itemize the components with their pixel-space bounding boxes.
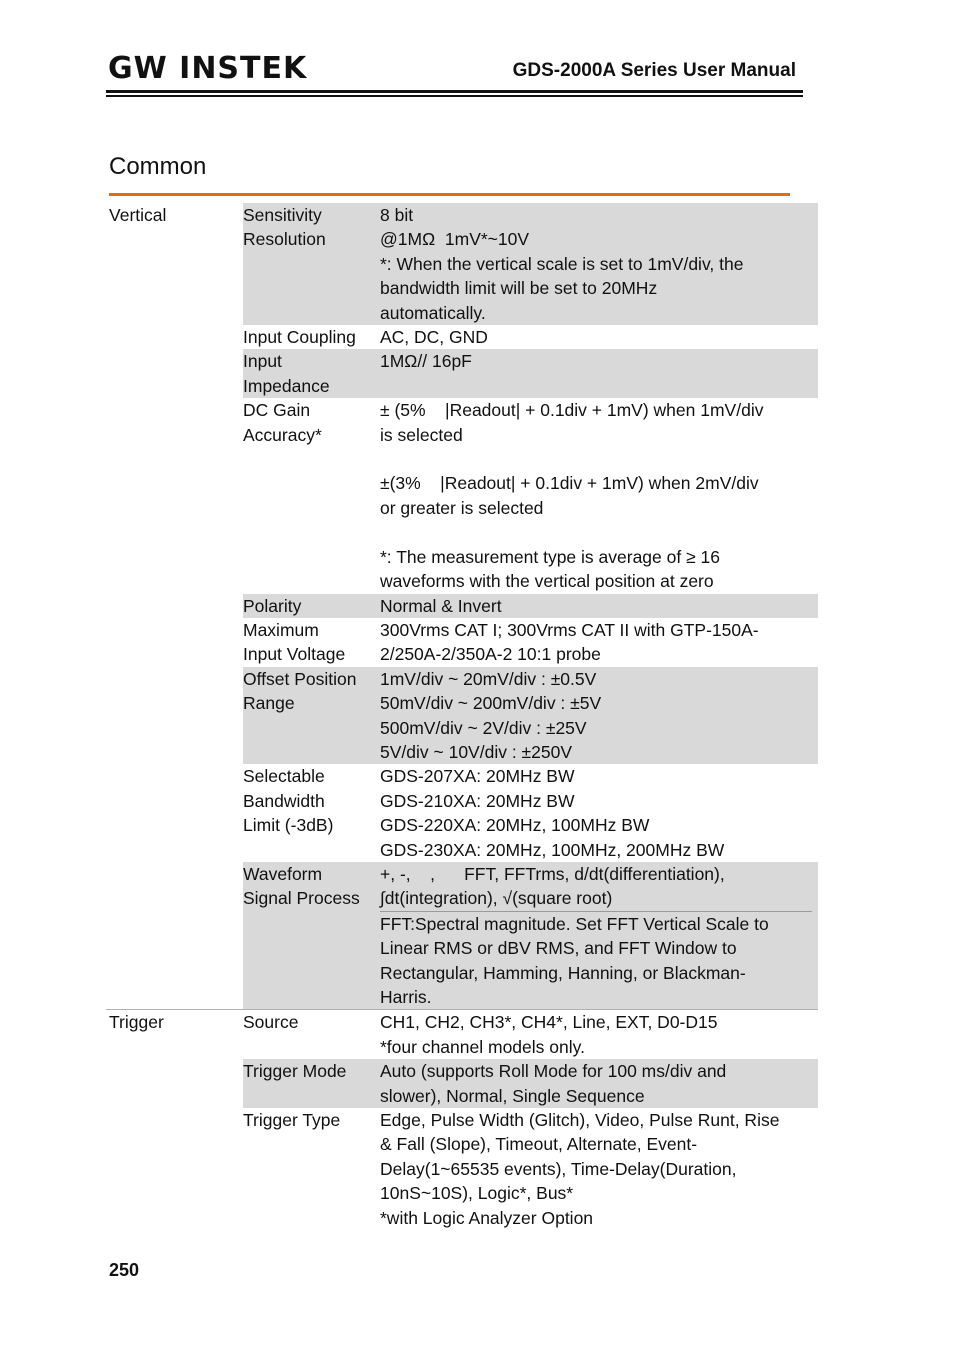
- spec-label-line: Polarity: [243, 595, 302, 616]
- spec-label-line: Range: [243, 693, 295, 714]
- spec-value-line: & Fall (Slope), Timeout, Alternate, Event-: [380, 1134, 698, 1155]
- spec-value-block: [380, 349, 812, 398]
- spec-value-block: [380, 764, 812, 862]
- spec-value-line: 500mV/div ~ 2V/div : ±25V: [380, 717, 587, 738]
- spec-group-vertical: [106, 203, 818, 1009]
- spec-row: [243, 862, 818, 1009]
- section-title: Common: [109, 153, 207, 180]
- spec-label: [243, 203, 380, 325]
- spec-row: [243, 1059, 818, 1108]
- spec-row: [243, 203, 818, 325]
- spec-table: [106, 203, 818, 1230]
- spec-value-block: [380, 1108, 812, 1230]
- spec-value-block: [380, 862, 812, 911]
- spec-value: [380, 1059, 818, 1108]
- spec-value-block: [380, 1059, 812, 1108]
- spec-value-line: 1mV/div ~ 20mV/div : ±0.5V: [380, 668, 597, 689]
- spec-value-line: 2/250A-2/350A-2 10:1 probe: [380, 644, 601, 665]
- spec-value-line: 10nS~10S), Logic*, Bus*: [380, 1183, 574, 1204]
- spec-value: [380, 1010, 818, 1059]
- spec-label: [243, 349, 380, 398]
- spec-value-line: slower), Normal, Single Sequence: [380, 1085, 645, 1106]
- spec-value-line: *four channel models only.: [380, 1036, 585, 1057]
- spec-value-line: 300Vrms CAT I; 300Vrms CAT II with GTP-150A-: [380, 619, 759, 640]
- spec-label: [243, 1059, 380, 1108]
- spec-value-line: Rectangular, Hamming, Hanning, or Blackman-: [380, 962, 746, 983]
- spec-value-block: [380, 618, 812, 667]
- spec-row: [243, 1108, 818, 1230]
- spec-label-line: Sensitivity: [243, 205, 322, 225]
- spec-label-line: Bandwidth: [243, 790, 325, 811]
- spec-label: [243, 1010, 380, 1059]
- spec-value-line: [380, 374, 812, 398]
- section-rule: [109, 193, 790, 196]
- spec-row: [243, 764, 818, 862]
- spec-value-block: [380, 594, 812, 618]
- spec-value-line: GDS-230XA: 20MHz, 100MHz, 200MHz BW: [380, 839, 725, 860]
- spec-row: [243, 1010, 818, 1059]
- spec-value-line: *: The measurement type is average of ≥ 16: [380, 546, 721, 567]
- spec-value-line: ± (5% |Readout| + 0.1div + 1mV) when 1mV/div: [380, 400, 764, 421]
- spec-label-line: Offset Position: [243, 668, 357, 689]
- spec-label-line: Input Coupling: [243, 327, 356, 348]
- spec-value-block: [380, 398, 812, 593]
- spec-value-line: AC, DC, GND: [380, 327, 488, 348]
- spec-value-line: *with Logic Analyzer Option: [380, 1207, 594, 1228]
- spec-row: [243, 667, 818, 765]
- spec-row: [243, 349, 818, 398]
- spec-value-line: 1MΩ// 16pF: [380, 351, 472, 372]
- spec-label-line: Selectable: [243, 766, 325, 787]
- spec-value-line: Normal & Invert: [380, 595, 502, 616]
- spec-value-block: [380, 325, 812, 349]
- gw-instek-logo: GW INSTEK: [108, 51, 308, 86]
- header-rule: [106, 90, 803, 93]
- spec-label: [243, 594, 380, 618]
- spec-label-line: Input Voltage: [243, 644, 346, 665]
- spec-value-line: FFT:Spectral magnitude. Set FFT Vertical Scale to: [380, 913, 769, 934]
- spec-value: [380, 325, 818, 349]
- spec-label-line: Trigger Mode: [243, 1061, 347, 1082]
- spec-value: [380, 203, 818, 325]
- spec-value-line: GDS-210XA: 20MHz BW: [380, 790, 575, 811]
- spec-label: [243, 764, 380, 862]
- spec-value-line: GDS-207XA: 20MHz BW: [380, 766, 575, 787]
- page-number: 250: [109, 1260, 140, 1280]
- spec-value-line: Auto (supports Roll Mode for 100 ms/div and: [380, 1061, 727, 1082]
- spec-value-line: @1MΩ 1mV*~10V: [380, 229, 530, 250]
- spec-value: [380, 764, 818, 862]
- spec-label: [243, 325, 380, 349]
- spec-label-line: Impedance: [243, 375, 330, 396]
- spec-label-line: Maximum: [243, 619, 319, 640]
- header-rule-secondary: [106, 95, 803, 97]
- spec-value-block: [380, 911, 812, 1010]
- spec-value-line: automatically.: [380, 302, 486, 323]
- spec-row: [243, 618, 818, 667]
- spec-label-line: DC Gain: [243, 400, 311, 421]
- spec-value-line: ±(3% |Readout| + 0.1div + 1mV) when 2mV/div: [380, 473, 759, 494]
- spec-value-line: ∫dt(integration), √(square root): [380, 888, 613, 909]
- spec-value-line: or greater is selected: [380, 497, 544, 518]
- manual-title: GDS-2000A Series User Manual: [512, 60, 796, 81]
- spec-value-line: GDS-220XA: 20MHz, 100MHz BW: [380, 815, 650, 836]
- spec-label-line: Signal Process: [243, 888, 360, 909]
- spec-value-line: 8 bit: [380, 205, 414, 225]
- spec-label: [243, 862, 380, 1009]
- spec-value: [380, 1108, 818, 1230]
- spec-label-line: Accuracy*: [243, 424, 322, 445]
- group-name: Vertical: [109, 205, 167, 225]
- spec-value-line: 50mV/div ~ 200mV/div : ±5V: [380, 693, 602, 714]
- spec-value-line: 5V/div ~ 10V/div : ±250V: [380, 741, 573, 762]
- spec-value-line: *: When the vertical scale is set to 1mV/div, the: [380, 253, 744, 274]
- spec-label-line: Source: [243, 1012, 299, 1033]
- spec-label: [243, 667, 380, 765]
- spec-label: [243, 1108, 380, 1230]
- spec-value-line: CH1, CH2, CH3*, CH4*, Line, EXT, D0-D15: [380, 1012, 718, 1033]
- spec-group-trigger: [106, 1009, 818, 1230]
- spec-value-line: is selected: [380, 424, 463, 445]
- spec-value-block: [380, 667, 812, 765]
- spec-value-line: +, -, , FFT, FFTrms, d/dt(differentiation),: [380, 863, 725, 884]
- spec-value-line: waveforms with the vertical position at zero: [380, 571, 714, 592]
- spec-label: [243, 398, 380, 593]
- group-name: Trigger: [109, 1012, 164, 1033]
- spec-value: [380, 862, 818, 1009]
- spec-value: [380, 594, 818, 618]
- spec-value-block: [380, 203, 812, 325]
- spec-value-line: [380, 520, 812, 544]
- spec-value: [380, 349, 818, 398]
- spec-value: [380, 618, 818, 667]
- spec-label-line: Input: [243, 351, 282, 372]
- spec-value-line: [380, 447, 812, 471]
- spec-value: [380, 398, 818, 593]
- spec-label: [243, 618, 380, 667]
- spec-row: [243, 594, 818, 618]
- spec-value: [380, 667, 818, 765]
- spec-value-line: Linear RMS or dBV RMS, and FFT Window to: [380, 938, 737, 959]
- spec-value-line: bandwidth limit will be set to 20MHz: [380, 278, 658, 299]
- spec-row: [243, 398, 818, 593]
- spec-label-line: Resolution: [243, 229, 326, 250]
- spec-label-line: Waveform: [243, 863, 323, 884]
- spec-value-line: Harris.: [380, 987, 432, 1007]
- spec-label-line: Limit (-3dB): [243, 815, 334, 836]
- spec-value-block: [380, 1010, 812, 1059]
- spec-label-line: Trigger Type: [243, 1110, 341, 1131]
- spec-value-line: Delay(1~65535 events), Time-Delay(Duration,: [380, 1158, 737, 1179]
- spec-row: [243, 325, 818, 349]
- spec-value-line: Edge, Pulse Width (Glitch), Video, Pulse Runt, Rise: [380, 1110, 780, 1131]
